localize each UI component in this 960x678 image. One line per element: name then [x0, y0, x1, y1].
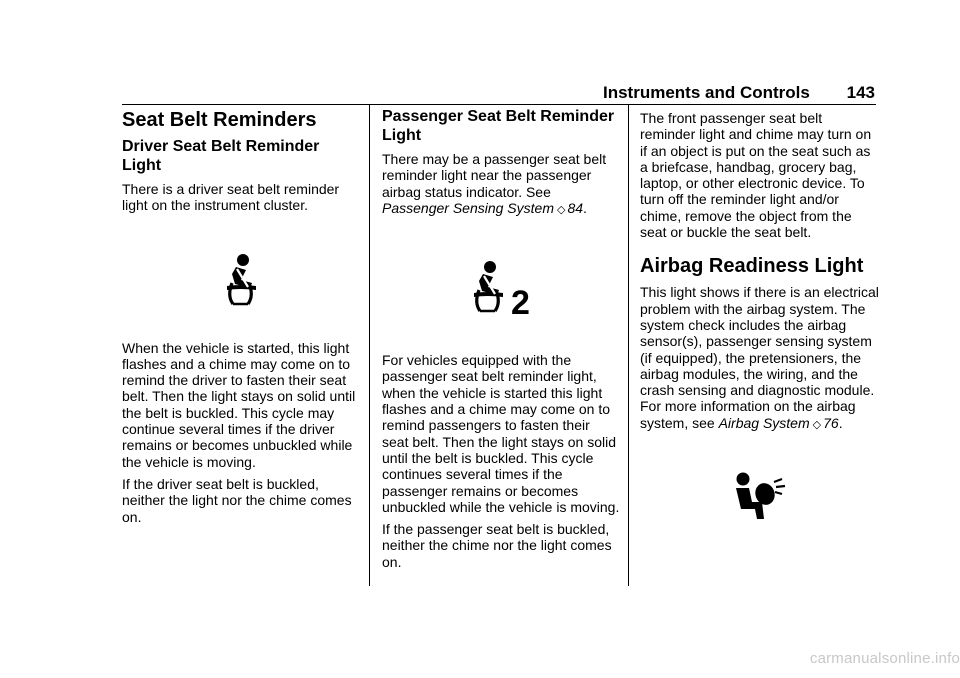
column-1 — [122, 108, 358, 531]
airbag-icon-area — [640, 439, 880, 555]
airbag-light-description: This light shows if there is an electrical problem with the airbag system. The system check includes the airbag sensor(s), passenger sensing system (if equipped), the pretensioners, the airbag modules, the wiring, and the crash sensing and diagnostic module. For more information on the airbag system, see Airbag System ◇ 76. — [640, 284, 879, 431]
page-ref-icon: ◇ — [812, 418, 822, 431]
passenger-sensing-system-link[interactable]: Passenger Sensing System ◇ 84 — [382, 199, 584, 216]
driver-seat-belt-icon-area — [122, 220, 358, 340]
passenger-light-intro: There may be a passenger seat belt reminder light near the passenger airbag status indicator. See Passenger Sensing System ◇ 84. — [382, 151, 607, 216]
passenger-icon-digit: 2 — [511, 284, 530, 317]
page-number: 143 — [846, 83, 875, 102]
airbag-system-link[interactable]: Airbag System ◇ 76 — [718, 414, 839, 431]
section-title-seat-belt-reminders: Seat Belt Reminders — [122, 109, 317, 131]
passenger-light-buckled-note: If the passenger seat belt is buckled, neither the chime nor the light comes on. — [382, 521, 612, 570]
section-title-airbag-readiness: Airbag Readiness Light — [640, 255, 864, 278]
passenger-light-description: For vehicles equipped with the passenger seat belt reminder light, when the vehicle is started this light flashes and a chime may come on to remind passengers to fasten their seat belt. Then the light stays on solid until the belt is buckled. This cycle continues several times if the passenger remains or becomes unbuckled while the vehicle is moving. — [382, 352, 620, 515]
subsection-title-passenger-light: Passenger Seat Belt Reminder Light — [382, 108, 615, 144]
seat-belt-reminder-icon — [212, 253, 268, 307]
passenger-light-intro-text: There may be a passenger seat belt reminder light near the passenger airbag status indicator. See — [382, 151, 607, 200]
driver-light-intro: There is a driver seat belt reminder light on the instrument cluster. — [122, 181, 340, 214]
page-ref-icon: ◇ — [556, 203, 566, 216]
airbag-readiness-icon — [732, 472, 788, 522]
column-divider-1 — [369, 104, 370, 586]
airbag-light-description-text: This light shows if there is an electrical problem with the airbag system. The system check includes the airbag sensor(s), passenger sensing system (if equipped), the pretensioners, the airbag modules, the wiring, and the crash sensing and diagnostic module. For more information on the airbag system, see — [640, 284, 879, 431]
header-rule — [122, 104, 876, 105]
watermark-credit: carmanualsonline.info — [809, 650, 960, 667]
column-divider-2 — [628, 104, 629, 586]
page-header-title: Instruments and Controls — [603, 83, 810, 102]
subsection-title-driver-light: Driver Seat Belt Reminder Light — [122, 138, 320, 174]
column-2 — [382, 108, 620, 576]
passenger-seat-belt-icon-area — [382, 224, 620, 352]
driver-light-description: When the vehicle is started, this light flashes and a chime may come on to remind the driver to fasten their seat belt. Then the light stays on solid until the belt is buckled. This cycle may continue several times if the driver remains or becomes unbuckled while the vehicle is moving. — [122, 339, 356, 470]
driver-light-buckled-note: If the driver seat belt is buckled, neither the light nor the chime comes on. — [122, 475, 352, 525]
passenger-object-note: The front passenger seat belt reminder light and chime may turn on if an object is put on the seat such as a briefcase, handbag, grocery bag, laptop, or other electronic device. To turn off the reminder light and/or chime, remove the object from the seat or buckle the seat belt. — [640, 110, 872, 241]
page-header — [603, 82, 875, 104]
passenger-seat-belt-reminder-icon — [459, 260, 543, 316]
column-3 — [640, 110, 880, 555]
